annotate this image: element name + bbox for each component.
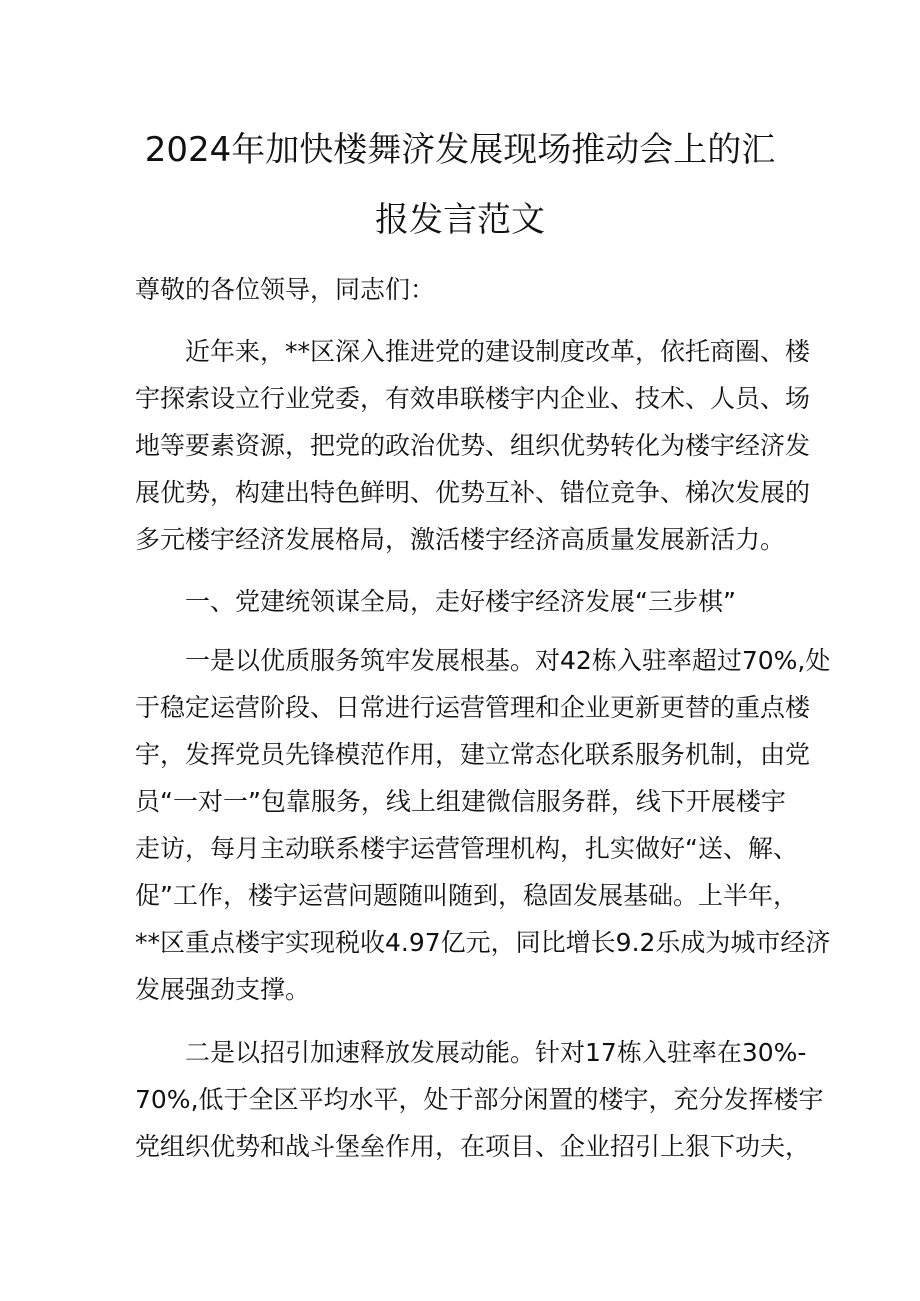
intro-line: 宇探索设立行业党委，有效串联楼宇内企业、技术、人员、场 (135, 384, 811, 413)
paragraph-line: 促”工作，楼宇运营问题随叫随到，稳固发展基础。上半年， (135, 881, 798, 910)
paragraph-line: 70%,低于全区平均水平，处于部分闲置的楼宇，充分发挥楼宇 (135, 1085, 824, 1114)
document-title-line-1: 2024年加快楼舞济发展现场推动会上的汇 (144, 130, 776, 170)
section-heading: 一、党建统领谋全局，走好楼宇经济发展“三步棋” (185, 587, 736, 616)
paragraph-line: 发展强劲支撑。 (135, 975, 311, 1004)
paragraph-line: 走访，每月主动联系楼宇运营管理机构，扎实做好“送、解、 (135, 834, 798, 863)
paragraph-line: 党组织优势和战斗堡垒作用，在项目、企业招引上狠下功夫， (135, 1132, 811, 1161)
paragraph-line: **区重点楼宇实现税收4.97亿元，同比增长9.2乐成为城市经济 (135, 928, 831, 957)
intro-line: 多元楼宇经济发展格局，激活楼宇经济高质量发展新活力。 (135, 525, 786, 554)
paragraph-line: 于稳定运营阶段、日常进行运营管理和企业更新更替的重点楼 (135, 693, 811, 722)
intro-line: 地等要素资源，把党的政治优势、组织优势转化为楼宇经济发 (135, 431, 811, 460)
intro-line: 展优势，构建出特色鲜明、优势互补、错位竞争、梯次发展的 (135, 478, 811, 507)
document-title-line-2: 报发言范文 (375, 200, 545, 240)
paragraph-line: 二是以招引加速释放发展动能。针对17栋入驻率在30%- (185, 1038, 807, 1067)
paragraph-line: 员“一对一”包靠服务，线上组建微信服务群，线下开展楼宇 (135, 787, 786, 816)
salutation: 尊敬的各位领导，同志们： (135, 275, 436, 304)
intro-line: 近年来，**区深入推进党的建设制度改革，依托商圈、楼 (185, 337, 811, 366)
paragraph-line: 一是以优质服务筑牢发展根基。对42栋入驻率超过70%,处 (185, 646, 831, 675)
paragraph-line: 宇，发挥党员先锋模范作用，建立常态化联系服务机制，由党 (135, 740, 811, 769)
